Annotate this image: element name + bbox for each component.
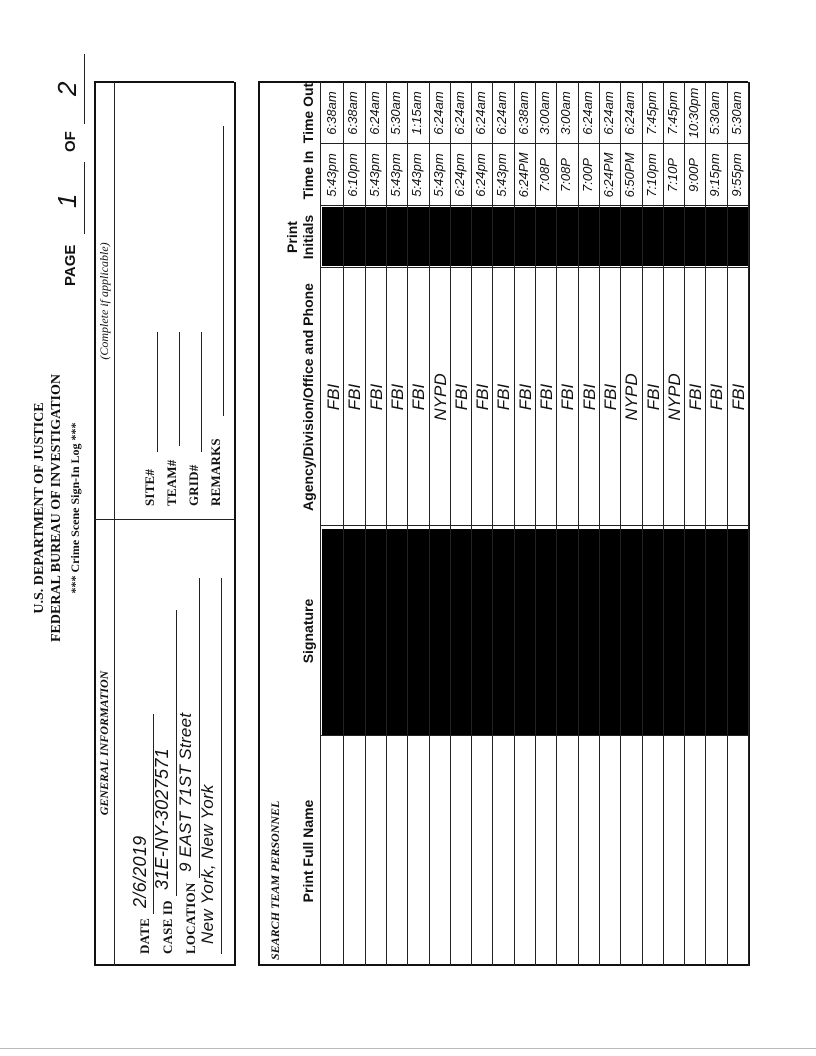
row-time-out: 3:00am bbox=[558, 91, 574, 135]
row-time-out: 6:24am bbox=[473, 91, 489, 135]
col-header-name: Print Full Name bbox=[300, 799, 316, 903]
table-row-rule bbox=[386, 82, 387, 966]
col-header-time-out: Time Out bbox=[300, 82, 316, 144]
row-time-in: 7:08P bbox=[558, 158, 574, 192]
remarks-field-line bbox=[223, 126, 224, 416]
table-row-rule bbox=[450, 82, 451, 966]
col-header-signature: Signature bbox=[300, 598, 316, 664]
table-row-rule bbox=[705, 82, 706, 966]
row-time-out: 5:30am bbox=[387, 91, 403, 135]
date-label: DATE bbox=[137, 918, 152, 954]
row-time-in: 6:10pm bbox=[345, 153, 361, 197]
row-time-out: 10:30pm bbox=[686, 87, 702, 139]
row-time-in: 7:10pm bbox=[643, 153, 659, 197]
info-box-top bbox=[94, 82, 96, 966]
row-time-in: 7:08P bbox=[537, 158, 552, 192]
table-header-rule bbox=[320, 82, 321, 966]
table-row-rule bbox=[556, 82, 557, 966]
row-time-out: 6:24am bbox=[430, 91, 446, 135]
team-field-line bbox=[179, 332, 180, 446]
scan-edge-line bbox=[0, 1048, 816, 1049]
col-header-print: Print bbox=[284, 221, 300, 253]
date-value: 2/6/2019 bbox=[130, 835, 150, 908]
table-row-rule bbox=[578, 82, 579, 966]
row-time-out: 6:38am bbox=[345, 91, 361, 135]
row-agency: FBI bbox=[515, 383, 535, 411]
info-box-header-rule bbox=[114, 82, 115, 966]
table-row-rule bbox=[407, 82, 408, 966]
row-time-out: 6:24am bbox=[622, 91, 638, 135]
table-row-rule bbox=[535, 82, 536, 966]
table-row-rule bbox=[748, 82, 749, 966]
row-agency: FBI bbox=[686, 383, 706, 411]
page-total: 2 bbox=[52, 81, 82, 96]
location-label: LOCATION bbox=[183, 882, 198, 954]
case-id-label: CASE ID bbox=[160, 900, 175, 954]
log-title: *** Crime Scene Sign-In Log *** bbox=[68, 422, 82, 594]
page-label: PAGE bbox=[62, 244, 79, 286]
row-time-in: 6:24PM bbox=[515, 152, 531, 198]
row-time-out: 5:30am bbox=[707, 91, 723, 135]
page-total-line bbox=[84, 54, 85, 124]
row-time-out: 6:38am bbox=[324, 91, 339, 135]
row-time-in: 6:24pm bbox=[451, 153, 467, 197]
row-time-out: 3:00am bbox=[537, 91, 552, 135]
row-agency: FBI bbox=[579, 383, 599, 411]
table-row-rule bbox=[599, 82, 600, 966]
row-time-out: 6:24am bbox=[494, 91, 510, 135]
row-time-out: 6:24am bbox=[451, 91, 467, 135]
row-agency: NYPD bbox=[664, 373, 684, 421]
row-agency: FBI bbox=[707, 383, 727, 411]
row-agency: NYPD bbox=[430, 373, 450, 421]
row-time-in: 5:43pm bbox=[387, 153, 403, 197]
row-time-out: 6:24am bbox=[600, 91, 616, 135]
site-field-line bbox=[157, 332, 158, 452]
table-row-rule bbox=[365, 82, 366, 966]
optional-info-title: (Complete if applicable) bbox=[97, 242, 111, 360]
table-row-rule bbox=[642, 82, 643, 966]
row-time-out: 1:15am bbox=[409, 91, 425, 135]
page-indicator bbox=[52, 36, 92, 286]
location-value-line1: 9 EAST 71ST Street bbox=[176, 712, 195, 872]
table-row-rule bbox=[492, 82, 493, 966]
location-value-line2: New York, New York bbox=[198, 784, 217, 944]
col-header-time-in: Time In bbox=[300, 150, 316, 200]
page-number: 1 bbox=[52, 193, 82, 208]
row-time-in: 5:43pm bbox=[409, 153, 425, 197]
col-header-agency: Agency/Division/Office and Phone bbox=[300, 283, 316, 511]
location-field-line-2 bbox=[221, 578, 222, 954]
row-time-out: 7:45pm bbox=[664, 91, 680, 135]
info-box-left bbox=[94, 964, 234, 966]
of-label: OF bbox=[62, 131, 79, 152]
row-agency: FBI bbox=[558, 383, 578, 411]
info-box-bottom bbox=[234, 82, 236, 966]
grid-field-line bbox=[201, 332, 202, 452]
info-box-right bbox=[94, 81, 234, 83]
row-time-in: 6:24PM bbox=[600, 152, 616, 198]
row-time-in: 5:43pm bbox=[366, 153, 382, 197]
row-time-out: 6:38am bbox=[515, 91, 531, 135]
table-row-rule bbox=[727, 82, 728, 966]
info-box-divider bbox=[94, 519, 234, 520]
row-time-out: 5:30am bbox=[728, 91, 744, 135]
general-info-title: GENERAL INFORMATION bbox=[97, 670, 111, 816]
bureau-title: FEDERAL BUREAU OF INVESTIGATION bbox=[49, 374, 64, 642]
row-time-out: 6:24am bbox=[366, 91, 382, 135]
row-time-in: 7:00P bbox=[579, 158, 595, 192]
row-agency: FBI bbox=[366, 383, 386, 411]
col-header-initials: Initials bbox=[300, 214, 316, 260]
table-row-rule bbox=[663, 82, 664, 966]
row-agency: FBI bbox=[473, 383, 493, 411]
row-time-in: 9:00P bbox=[686, 158, 702, 192]
personnel-section-title: SEARCH TEAM PERSONNEL bbox=[268, 800, 282, 960]
site-label: SITE# bbox=[142, 468, 157, 506]
row-agency: FBI bbox=[409, 383, 429, 411]
page-number-line bbox=[84, 162, 85, 234]
table-row-rule bbox=[684, 82, 685, 966]
row-time-out: 6:24am bbox=[579, 91, 595, 135]
row-agency: FBI bbox=[324, 383, 343, 411]
row-agency: FBI bbox=[600, 383, 620, 411]
table-row-rule bbox=[514, 82, 515, 966]
row-agency: FBI bbox=[728, 383, 748, 411]
row-time-in: 9:55pm bbox=[728, 153, 744, 197]
row-agency: FBI bbox=[494, 383, 514, 411]
dept-title-line: U.S. DEPARTMENT OF JUSTICE bbox=[32, 402, 47, 614]
table-left bbox=[258, 964, 748, 966]
case-id-value: 31E-NY-3027571 bbox=[152, 748, 172, 890]
row-time-in: 9:15pm bbox=[707, 153, 723, 197]
row-time-in: 5:43pm bbox=[494, 153, 510, 197]
table-row-rule bbox=[620, 82, 621, 966]
row-time-in: 6:50PM bbox=[622, 152, 638, 198]
row-agency: FBI bbox=[345, 383, 365, 411]
table-row-rule bbox=[471, 82, 472, 966]
row-agency: FBI bbox=[537, 383, 556, 411]
row-agency: FBI bbox=[451, 383, 471, 411]
table-top bbox=[258, 82, 260, 966]
table-row-rule bbox=[343, 82, 344, 966]
team-label: TEAM# bbox=[164, 459, 179, 506]
row-time-in: 5:43pm bbox=[430, 153, 446, 197]
row-time-in: 5:43pm bbox=[324, 153, 339, 197]
grid-label: GRID# bbox=[186, 464, 201, 506]
row-agency: FBI bbox=[643, 383, 663, 411]
row-agency: NYPD bbox=[622, 373, 642, 421]
table-row-rule bbox=[429, 82, 430, 966]
row-time-out: 7:45pm bbox=[643, 91, 659, 135]
remarks-label: REMARKS bbox=[208, 438, 223, 506]
row-time-in: 6:24pm bbox=[473, 153, 489, 197]
row-agency: FBI bbox=[387, 383, 407, 411]
row-time-in: 7:10P bbox=[664, 158, 680, 192]
